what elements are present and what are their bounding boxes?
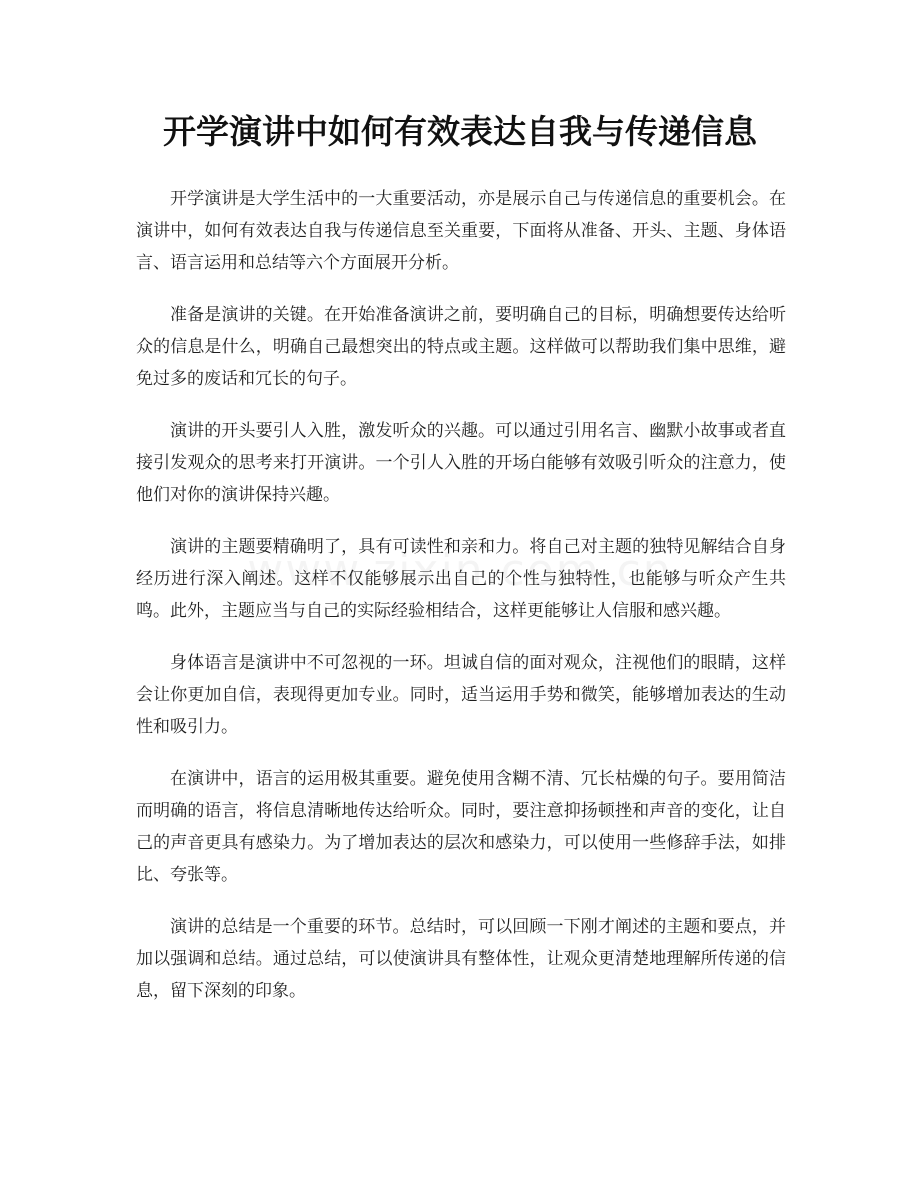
document-body xyxy=(136,183,786,1027)
paragraph-preparation: 准备是演讲的关键。在开始准备演讲之前，要明确自己的目标，明确想要传达给听众的信息是什么，明确自己最想突出的特点或主题。这样做可以帮助我们集中思维，避免过多的废话和冗长的句子。 xyxy=(136,305,786,389)
paragraph-summary: 演讲的总结是一个重要的环节。总结时，可以回顾一下刚才阐述的主题和要点，并加以强调和总结。通过总结，可以使演讲具有整体性，让观众更清楚地理解所传递的信息，留下深刻的印象。 xyxy=(136,917,786,1001)
paragraph-body-language: 身体语言是演讲中不可忽视的一环。坦诚自信的面对观众，注视他们的眼睛，这样会让你更加自信，表现得更加专业。同时，适当运用手势和微笑，能够增加表达的生动性和吸引力。 xyxy=(136,653,786,737)
paragraph-opening: 演讲的开头要引人入胜，激发听众的兴趣。可以通过引用名言、幽默小故事或者直接引发观众的思考来打开演讲。一个引人入胜的开场白能够有效吸引听众的注意力，使他们对你的演讲保持兴趣。 xyxy=(136,421,786,505)
paragraph-intro: 开学演讲是大学生活中的一大重要活动，亦是展示自己与传递信息的重要机会。在演讲中，如何有效表达自我与传递信息至关重要，下面将从准备、开头、主题、身体语言、语言运用和总结等六个方面展开分析。 xyxy=(136,189,786,273)
paragraph-language-use: 在演讲中，语言的运用极其重要。避免使用含糊不清、冗长枯燥的句子。要用简洁而明确的语言，将信息清晰地传达给听众。同时，要注意抑扬顿挫和声音的变化，让自己的声音更具有感染力。为了增加表达的层次和感染力，可以使用一些修辞手法，如排比、夸张等。 xyxy=(136,769,786,885)
paragraph-theme: 演讲的主题要精确明了，具有可读性和亲和力。将自己对主题的独特见解结合自身经历进行深入阐述。这样不仅能够展示出自己的个性与独特性，也能够与听众产生共鸣。此外，主题应当与自己的实际经验相结合，这样更能够让人信服和感兴趣。 xyxy=(136,537,786,621)
page-title: 开学演讲中如何有效表达自我与传递信息 xyxy=(163,112,757,151)
